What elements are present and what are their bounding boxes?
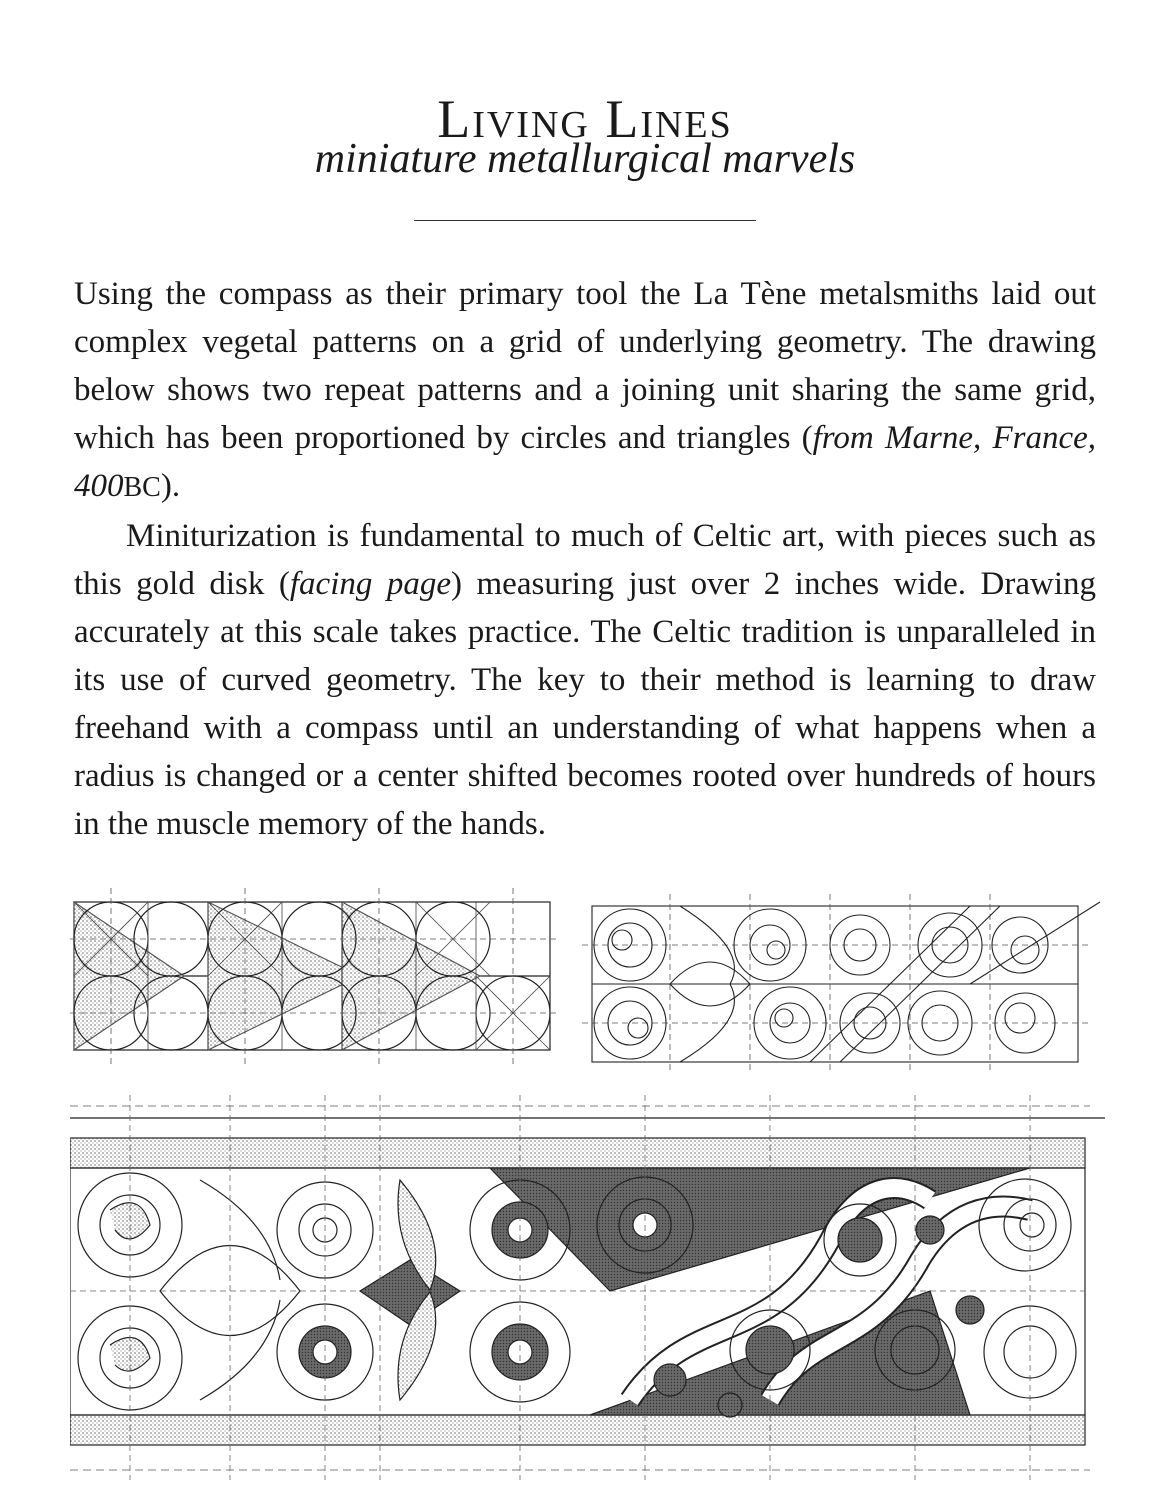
facing-page-ref: facing page	[289, 566, 452, 602]
page-title: Living Lines	[437, 89, 733, 150]
citation-era: BC	[123, 472, 161, 503]
title-divider	[414, 220, 756, 221]
paragraph-2	[74, 512, 1096, 848]
page-subtitle: miniature metallurgical marvels	[314, 136, 856, 182]
grid-panel-spirals	[582, 894, 1100, 1072]
paragraph-1-text: Using the compass as their primary tool the La Tène metalsmiths laid out complex vegetal patterns on a grid of underlying geometry. The drawing below shows two repeat patterns and a joining unit sharing the same grid, which has been proportioned by circles and triangles (	[74, 276, 1096, 456]
paragraph-2-after: ) measuring just over 2 inches wide. Drawing accurately at this scale takes practice. The Celtic tradition is unparalleled in its use of curved geometry. The key to their method is learning to draw freehand with a compass until an understanding of what happens when a radius is changed or a center shifted becomes rooted over hundreds of hours in the muscle memory of the hands.	[74, 566, 1096, 842]
paragraph-1	[74, 270, 1096, 512]
body-text	[74, 270, 1096, 848]
citation: from Marne, France, 400	[74, 420, 1096, 504]
paragraph-1-close: ).	[160, 468, 181, 504]
ornamental-band	[70, 1095, 1105, 1480]
celtic-pattern-drawing	[70, 880, 1105, 1510]
paragraph-2-before: Miniturization is fundamental to much of Celtic art, with pieces such as this gold disk (	[74, 518, 1096, 602]
grid-panel-triangles	[70, 888, 560, 1066]
